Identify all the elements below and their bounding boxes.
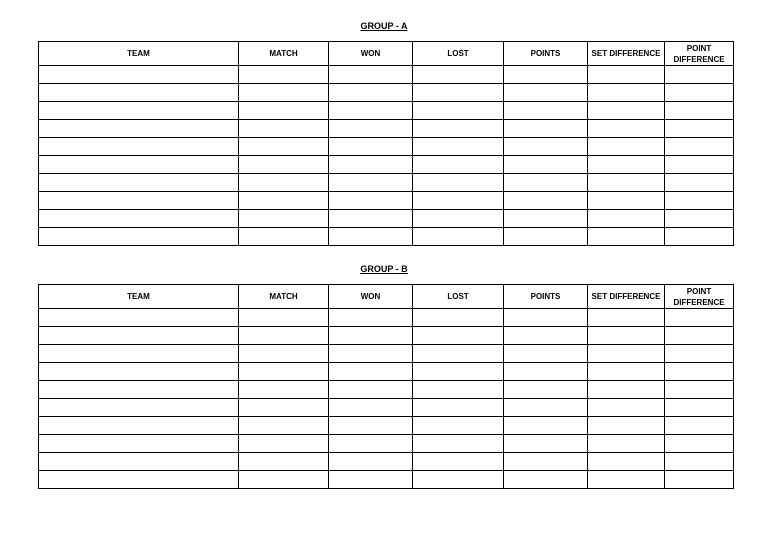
points-cell [504, 345, 588, 363]
column-header-point-difference: POINT DIFFERENCE [665, 42, 734, 66]
points-cell [504, 435, 588, 453]
won-cell [329, 192, 413, 210]
match-cell [239, 471, 329, 489]
team-cell [39, 399, 239, 417]
points-cell [504, 102, 588, 120]
won-cell [329, 453, 413, 471]
point-difference-cell [665, 309, 734, 327]
point-difference-cell [665, 174, 734, 192]
team-cell [39, 471, 239, 489]
team-cell [39, 228, 239, 246]
set-difference-cell [588, 210, 665, 228]
won-cell [329, 174, 413, 192]
lost-cell [413, 138, 504, 156]
won-cell [329, 210, 413, 228]
match-cell [239, 120, 329, 138]
table-row [39, 138, 734, 156]
match-cell [239, 156, 329, 174]
group-b-title: GROUP - B [360, 264, 408, 274]
points-cell [504, 174, 588, 192]
table-row [39, 327, 734, 345]
won-cell [329, 327, 413, 345]
match-cell [239, 327, 329, 345]
lost-cell [413, 453, 504, 471]
team-cell [39, 192, 239, 210]
won-cell [329, 228, 413, 246]
won-cell [329, 471, 413, 489]
point-difference-cell [665, 84, 734, 102]
point-difference-cell [665, 327, 734, 345]
point-difference-cell [665, 102, 734, 120]
column-header-set-difference: SET DIFFERENCE [588, 285, 665, 309]
lost-cell [413, 399, 504, 417]
team-cell [39, 435, 239, 453]
team-cell [39, 309, 239, 327]
table-row [39, 156, 734, 174]
set-difference-cell [588, 120, 665, 138]
points-cell [504, 192, 588, 210]
lost-cell [413, 309, 504, 327]
set-difference-cell [588, 192, 665, 210]
points-cell [504, 138, 588, 156]
table-row [39, 309, 734, 327]
points-cell [504, 381, 588, 399]
points-cell [504, 453, 588, 471]
set-difference-cell [588, 174, 665, 192]
column-header-won: WON [329, 42, 413, 66]
won-cell [329, 138, 413, 156]
match-cell [239, 192, 329, 210]
lost-cell [413, 228, 504, 246]
match-cell [239, 399, 329, 417]
set-difference-cell [588, 417, 665, 435]
header-row [39, 42, 734, 66]
table-row [39, 435, 734, 453]
team-cell [39, 327, 239, 345]
team-cell [39, 381, 239, 399]
column-header-points: POINTS [504, 285, 588, 309]
match-cell [239, 453, 329, 471]
won-cell [329, 309, 413, 327]
points-cell [504, 363, 588, 381]
won-cell [329, 417, 413, 435]
point-difference-cell [665, 399, 734, 417]
match-cell [239, 84, 329, 102]
group-a-title: GROUP - A [360, 21, 408, 31]
point-difference-cell [665, 192, 734, 210]
set-difference-cell [588, 363, 665, 381]
lost-cell [413, 102, 504, 120]
won-cell [329, 102, 413, 120]
match-cell [239, 228, 329, 246]
won-cell [329, 435, 413, 453]
table-row [39, 399, 734, 417]
lost-cell [413, 327, 504, 345]
lost-cell [413, 174, 504, 192]
set-difference-cell [588, 381, 665, 399]
match-cell [239, 381, 329, 399]
team-cell [39, 174, 239, 192]
set-difference-cell [588, 138, 665, 156]
points-cell [504, 120, 588, 138]
match-cell [239, 309, 329, 327]
team-cell [39, 156, 239, 174]
column-header-team: TEAM [39, 285, 239, 309]
table-row [39, 174, 734, 192]
lost-cell [413, 120, 504, 138]
point-difference-cell [665, 156, 734, 174]
team-cell [39, 417, 239, 435]
point-difference-cell [665, 453, 734, 471]
team-cell [39, 453, 239, 471]
column-header-points: POINTS [504, 42, 588, 66]
set-difference-cell [588, 102, 665, 120]
points-cell [504, 309, 588, 327]
table-row [39, 66, 734, 84]
match-cell [239, 417, 329, 435]
column-header-point-difference: POINT DIFFERENCE [665, 285, 734, 309]
match-cell [239, 345, 329, 363]
table-row [39, 210, 734, 228]
won-cell [329, 84, 413, 102]
won-cell [329, 156, 413, 174]
match-cell [239, 102, 329, 120]
table-row [39, 471, 734, 489]
point-difference-cell [665, 138, 734, 156]
team-cell [39, 363, 239, 381]
team-cell [39, 210, 239, 228]
table-row [39, 453, 734, 471]
lost-cell [413, 435, 504, 453]
table-row [39, 228, 734, 246]
column-header-match: MATCH [239, 42, 329, 66]
set-difference-cell [588, 228, 665, 246]
set-difference-cell [588, 345, 665, 363]
column-header-lost: LOST [413, 42, 504, 66]
match-cell [239, 174, 329, 192]
set-difference-cell [588, 66, 665, 84]
set-difference-cell [588, 435, 665, 453]
table-row [39, 120, 734, 138]
point-difference-cell [665, 363, 734, 381]
team-cell [39, 84, 239, 102]
table-row [39, 102, 734, 120]
points-cell [504, 84, 588, 102]
set-difference-cell [588, 471, 665, 489]
table-row [39, 345, 734, 363]
won-cell [329, 381, 413, 399]
point-difference-cell [665, 417, 734, 435]
point-difference-cell [665, 435, 734, 453]
set-difference-cell [588, 156, 665, 174]
group-a-table [38, 41, 734, 246]
lost-cell [413, 192, 504, 210]
set-difference-cell [588, 84, 665, 102]
table-row [39, 192, 734, 210]
table-row [39, 381, 734, 399]
team-cell [39, 120, 239, 138]
point-difference-cell [665, 120, 734, 138]
table-row [39, 363, 734, 381]
column-header-won: WON [329, 285, 413, 309]
won-cell [329, 120, 413, 138]
team-cell [39, 102, 239, 120]
lost-cell [413, 417, 504, 435]
set-difference-cell [588, 327, 665, 345]
team-cell [39, 66, 239, 84]
lost-cell [413, 471, 504, 489]
match-cell [239, 138, 329, 156]
won-cell [329, 345, 413, 363]
column-header-match: MATCH [239, 285, 329, 309]
group-a-rows [39, 66, 734, 246]
points-cell [504, 210, 588, 228]
won-cell [329, 363, 413, 381]
lost-cell [413, 345, 504, 363]
points-cell [504, 156, 588, 174]
group-b-rows [39, 309, 734, 489]
point-difference-cell [665, 66, 734, 84]
match-cell [239, 435, 329, 453]
match-cell [239, 210, 329, 228]
won-cell [329, 399, 413, 417]
column-header-set-difference: SET DIFFERENCE [588, 42, 665, 66]
table-row [39, 417, 734, 435]
set-difference-cell [588, 309, 665, 327]
points-cell [504, 66, 588, 84]
point-difference-cell [665, 210, 734, 228]
match-cell [239, 66, 329, 84]
group-b-table [38, 284, 734, 489]
point-difference-cell [665, 228, 734, 246]
table-row [39, 84, 734, 102]
point-difference-cell [665, 381, 734, 399]
lost-cell [413, 210, 504, 228]
points-cell [504, 417, 588, 435]
column-header-team: TEAM [39, 42, 239, 66]
header-row [39, 285, 734, 309]
set-difference-cell [588, 399, 665, 417]
lost-cell [413, 66, 504, 84]
lost-cell [413, 381, 504, 399]
lost-cell [413, 84, 504, 102]
won-cell [329, 66, 413, 84]
points-cell [504, 471, 588, 489]
point-difference-cell [665, 345, 734, 363]
team-cell [39, 345, 239, 363]
points-cell [504, 399, 588, 417]
match-cell [239, 363, 329, 381]
team-cell [39, 138, 239, 156]
points-cell [504, 327, 588, 345]
lost-cell [413, 363, 504, 381]
points-cell [504, 228, 588, 246]
column-header-lost: LOST [413, 285, 504, 309]
set-difference-cell [588, 453, 665, 471]
lost-cell [413, 156, 504, 174]
point-difference-cell [665, 471, 734, 489]
